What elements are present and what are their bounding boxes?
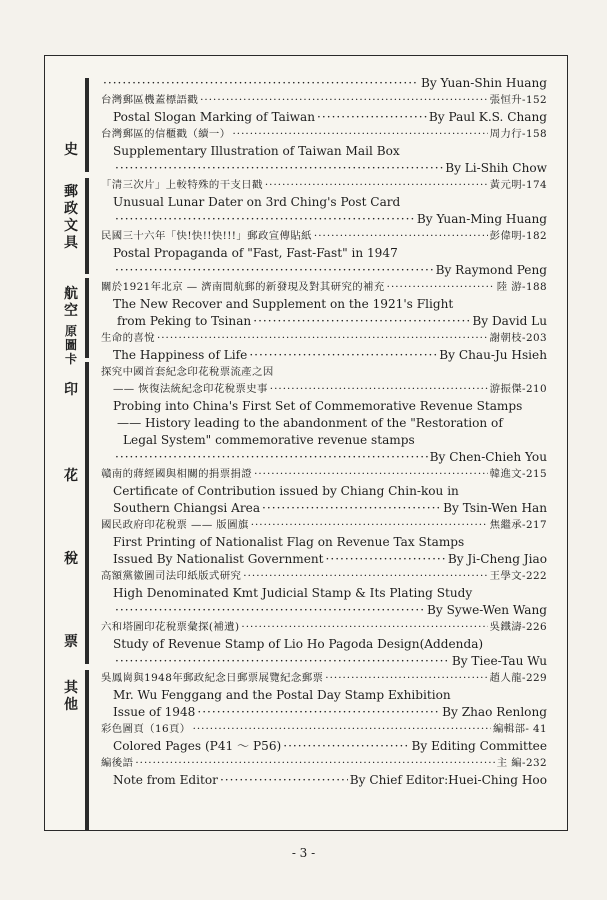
- toc-line: First Printing of Nationalist Flag on Revenue Tax Stamps: [113, 535, 465, 549]
- toc-line: 台灣郵區機蓋標語戳 ····· 張恒升-152: [101, 92, 547, 109]
- toc-line: Note from Editor ····· By Chief Editor:Huei-Ching Hoo: [113, 772, 547, 789]
- category-history: 史: [64, 142, 78, 158]
- category-revenue-2: 花: [64, 468, 78, 484]
- section-bar-history: [85, 78, 89, 172]
- toc-line: 探究中國首套紀念印花稅票流產之因: [101, 366, 274, 378]
- toc-line: Issue of 1948 ····· By Zhao Renlong: [113, 704, 547, 721]
- toc-line: 國民政府印花稅票 —— 版圖旗 ····· 焦繼承-217: [101, 517, 547, 534]
- section-bar-maxicard: [85, 324, 89, 358]
- toc-line: The Happiness of Life ····· By Chau-Ju Hsieh: [113, 347, 547, 364]
- toc-line: ····· By Raymond Peng: [113, 262, 547, 279]
- toc-line: Colored Pages (P41 ～ P56) ····· By Editing Committee: [113, 738, 547, 755]
- section-bar-revenue: [85, 362, 89, 664]
- category-revenue-4: 票: [64, 634, 78, 650]
- toc-line: 民國三十六年「快!快!!快!!!」郵政宣傳貼紙 ····· 彭偉明-182: [101, 228, 547, 245]
- section-bar-other: [85, 670, 89, 830]
- toc-line: Certificate of Contribution issued by Chiang Chin-kou in: [113, 484, 459, 498]
- toc-line: High Denominated Kmt Judicial Stamp & Its Plating Study: [113, 586, 473, 600]
- toc-line: 吳鳳崗與1948年郵政紀念日郵票展覽紀念郵票 ····· 趙人龍-229: [101, 670, 547, 687]
- toc-line: 贛南的蔣經國與相關的捐票捐證 ····· 韓進文-215: [101, 466, 547, 483]
- toc-line: 關於1921年北京 — 濟南間航郵的新發現及對其研究的補充 ····· 陸 游-188: [101, 279, 547, 296]
- toc-line: ····· By Tiee-Tau Wu: [113, 653, 547, 670]
- toc-line: ····· By Sywe-Wen Wang: [113, 602, 547, 619]
- toc-line: —— History leading to the abandonment of the "Restoration of: [117, 416, 503, 430]
- toc-line: The New Recover and Supplement on the 1921's Flight: [113, 297, 454, 311]
- toc-line: ····· By Yuan-Ming Huang: [113, 211, 547, 228]
- toc-line: Study of Revenue Stamp of Lio Ho Pagoda Design(Addenda): [113, 637, 484, 651]
- toc-line: Legal System" commemorative revenue stamps: [123, 433, 415, 447]
- toc-line: Issued By Nationalist Government ····· By Ji-Cheng Jiao: [113, 551, 547, 568]
- toc-line: Southern Chiangsi Area ····· By Tsin-Wen Han: [113, 500, 547, 517]
- toc-line: Probing into China's First Set of Commemorative Revenue Stamps: [113, 399, 523, 413]
- toc-line: 高額黨徽圖司法印紙版式研究 ····· 王學文-222: [101, 568, 547, 585]
- category-maxicard: 原圖卡: [64, 324, 77, 366]
- toc-line: Postal Slogan Marking of Taiwan ····· By Paul K.S. Chang: [113, 109, 547, 126]
- category-other: 其他: [64, 680, 78, 713]
- toc-line: 彩色圖頁（16頁） ····· 編輯部- 41: [101, 721, 547, 738]
- category-revenue-3: 稅: [64, 551, 78, 567]
- toc-line: Postal Propaganda of "Fast, Fast-Fast" in 1947: [113, 246, 398, 260]
- toc-line: 六和塔圖印花稅票彙探(補遺) ····· 吳鐵濤-226: [101, 619, 547, 636]
- toc-line: Unusual Lunar Dater on 3rd Ching's Post Card: [113, 195, 401, 209]
- category-postal-stationery: 郵政文具: [64, 184, 78, 251]
- toc-line: Supplementary Illustration of Taiwan Mail Box: [113, 144, 400, 158]
- toc-line: ····· By Li-Shih Chow: [113, 160, 547, 177]
- toc-line: ····· By Chen-Chieh You: [113, 449, 547, 466]
- toc-line: Mr. Wu Fenggang and the Postal Day Stamp Exhibition: [113, 688, 451, 702]
- toc-line: ····· By Yuan-Shin Huang: [101, 75, 547, 92]
- toc-line: 台灣郵區的信櫃戳（續一） ····· 周力行-158: [101, 126, 547, 143]
- toc-line: —— 恢復法統紀念印花稅票史事 ····· 游振傑-210: [113, 381, 547, 398]
- section-bar-stationery: [85, 178, 89, 274]
- section-bar-airmail: [85, 278, 89, 326]
- toc-line: from Peking to Tsinan ····· By David Lu: [117, 313, 547, 330]
- category-revenue-1: 印: [64, 382, 78, 398]
- toc-line: 「清三次片」上較特殊的干支日戳 ····· 黃元明-174: [101, 177, 547, 194]
- category-airmail: 航空: [64, 286, 78, 319]
- toc-line: 編後語 ····· 主 編-232: [101, 755, 547, 772]
- toc-frame: [44, 55, 568, 831]
- page-number: - 3 -: [291, 846, 316, 860]
- toc-line: 生命的喜悅 ····· 謝朝枝-203: [101, 330, 547, 347]
